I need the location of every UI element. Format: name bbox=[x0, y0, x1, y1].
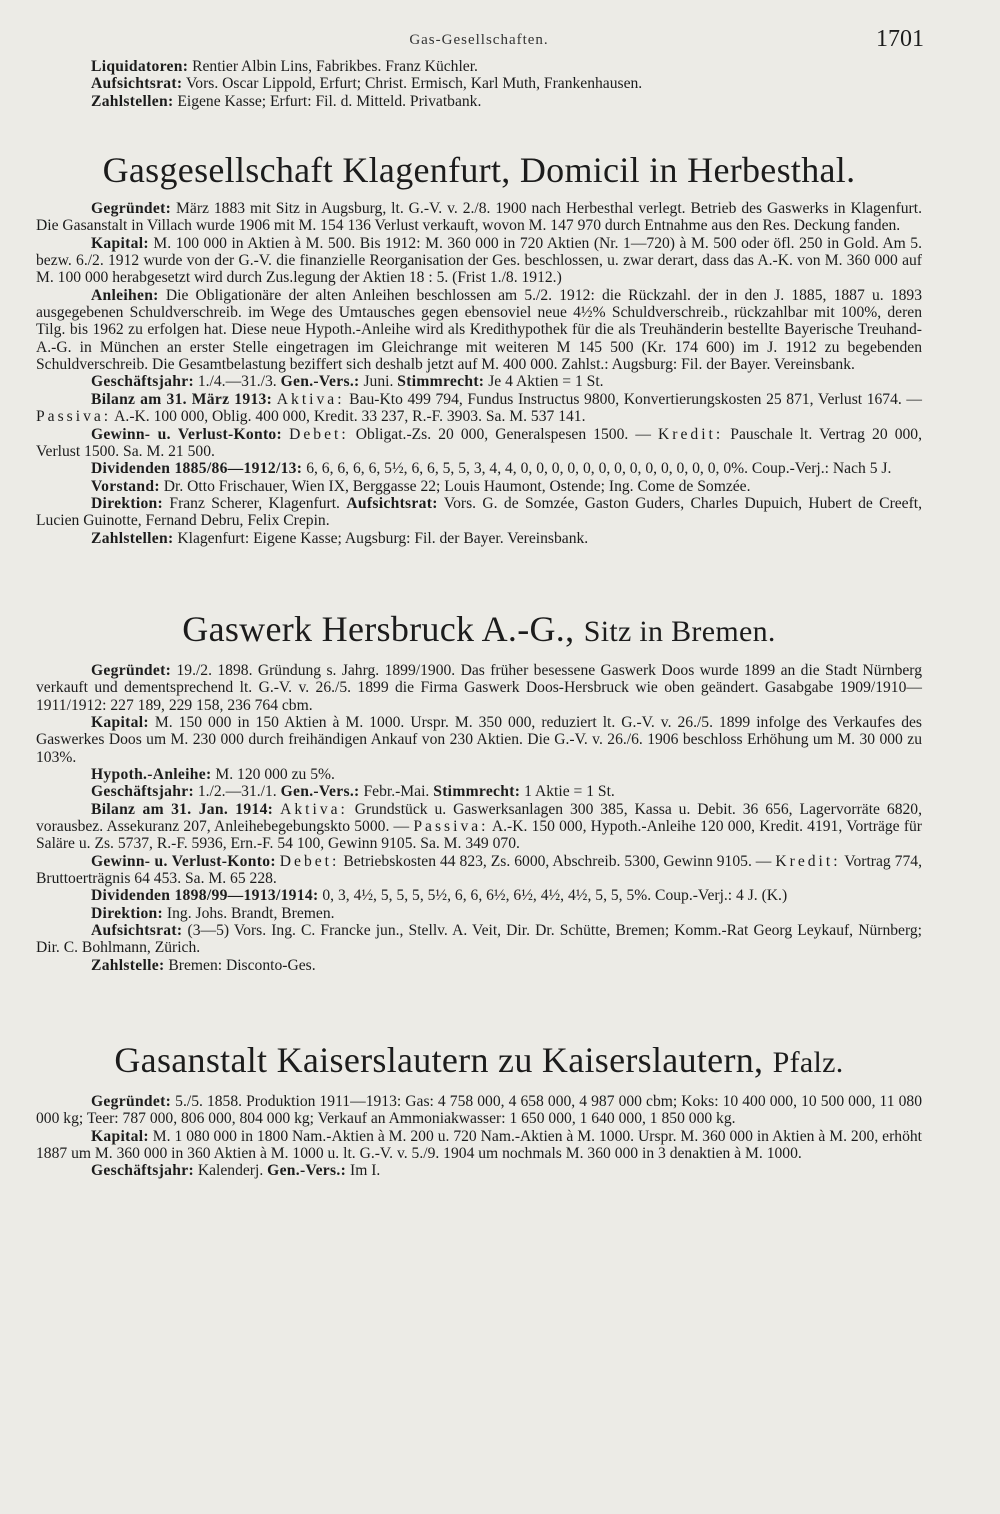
label-gegruendet: Gegründet: bbox=[91, 1093, 172, 1111]
label-bilanz: Bilanz am 31. März 1913: bbox=[91, 390, 273, 408]
label-kapital: Kapital: bbox=[91, 713, 149, 731]
text-geschaeftsjahr: 1./2.—31./1. bbox=[197, 783, 277, 801]
label-geschaeftsjahr: Geschäftsjahr: bbox=[91, 1162, 194, 1180]
page-number: 1701 bbox=[876, 26, 924, 52]
company-title-main: Gaswerk Hersbruck A.-G., bbox=[182, 608, 575, 649]
label-passiva: Passiva: bbox=[36, 408, 112, 426]
company-title bbox=[36, 609, 922, 652]
text-zahlstellen: Eigene Kasse; Erfurt: Fil. d. Mitteld. Privatbank. bbox=[177, 92, 482, 110]
text-gen-vers: Juni. bbox=[363, 373, 394, 391]
text-kredit: Vortrag 774, Bruttoerträgnis 64 453. Sa. M. 65 228. bbox=[36, 852, 922, 888]
label-geschaeftsjahr: Geschäftsjahr: bbox=[91, 783, 194, 801]
text-aufsichtsrat: (3—5) Vors. Ing. C. Francke jun., Stellv. A. Veit, Dir. Dr. Schütte, Bremen; Komm.-Rat Georg Leykauf, Nürnberg; Dir. C. Bohlmann, Zürich. bbox=[36, 922, 922, 957]
text-aufsichtsrat: Vors. G. de Somzée, Gaston Guders, Charles Dupuich, Hubert de Creeft, Lucien Guinotte, Fernand Debru, Felix Crepin. bbox=[36, 494, 923, 530]
text-kapital: M. 150 000 in 150 Aktien à M. 1000. Urspr. M. 350 000, reduziert lt. G.-V. v. 26./5. 1899 infolge des Verkaufes des Gaswerkes Doos um M. 230 000 durch freihändigen Ankauf von 230 Aktien. Die G.-V. v. 26./6. 1906 beschloss Erhöhung um M. 30 000 zu 103%. bbox=[36, 713, 923, 766]
label-aktiva: Aktiva: bbox=[280, 800, 348, 818]
text-stimmrecht: 1 Aktie = 1 St. bbox=[524, 783, 615, 801]
label-kapital: Kapital: bbox=[91, 234, 149, 252]
text-anleihen: Die Obligationäre der alten Anleihen beschlossen am 5./2. 1912: die Rückzahl. der in den J. 1885, 1887 u. 1893 ausgegebenen Schuldverschreib. im Wege des Umtausches gegen ebensoviel neue 4½% Schuldverschreib., rückzahlbar mit 100%, deren Tilg. bis 1962 zu erfolgen hat. Diese neue Hypoth.-Anleihe wird als Kredithypothek für die als Treuhänderin bestellte Bayerische Treuhand-A.-G. in München an erster Stelle eingetragen im Gleichrange mit weiteren M 145 500 (Kr. 174 600) im J. 1912 zu begebenden Schuldverschreib. Die Gesamtbelastung beziffert sich deshalb jetzt auf M. 400 000. Zahlst.: Augsburg: Fil. der Bayer. Vereinsbank. bbox=[36, 286, 922, 374]
label-aufsichtsrat: Aufsichtsrat: bbox=[91, 75, 183, 93]
label-bilanz: Bilanz am 31. Jan. 1914: bbox=[91, 800, 274, 818]
company-kaiserslautern bbox=[36, 1040, 922, 1180]
running-title: Gas-Gesellschaften. bbox=[409, 32, 549, 48]
text-gen-vers: Febr.-Mai. bbox=[363, 783, 430, 801]
text-liquidatoren: Rentier Albin Lins, Fabrikbes. Franz Küchler. bbox=[192, 58, 478, 75]
label-kapital: Kapital: bbox=[91, 1127, 149, 1145]
label-gen-vers: Gen.-Vers.: bbox=[280, 373, 360, 391]
text-dividenden: 6, 6, 6, 6, 6, 5½, 6, 6, 5, 5, 3, 4, 4, 0, 0, 0, 0, 0, 0, 0, 0, 0, 0, 0, 0, 0, 0%. Coup.-Verj.: Nach 5 J. bbox=[306, 460, 892, 478]
company-hersbruck bbox=[36, 609, 922, 974]
label-kredit: Kredit: bbox=[775, 852, 841, 870]
text-kapital: M. 100 000 in Aktien à M. 500. Bis 1912: M. 360 000 in 720 Aktien (Nr. 1—720) à M. 500 oder öfl. 250 in Gold. Am 5. bezw. 6./2. 1912 wurde von der G.-V. die finanzielle Reorganisation der Ges. beschlossen, u. zwar derart, dass das A.-K. von M. 360 000 auf M. 100 000 herabgesetzt wird durch Zus.legung der Aktien 18 : 5. (Frist 1./8. 1912.) bbox=[36, 234, 922, 287]
text-dividenden: 0, 3, 4½, 5, 5, 5, 5½, 6, 6, 6½, 6½, 4½, 4½, 5, 5, 5%. Coup.-Verj.: 4 J. (K.) bbox=[322, 887, 788, 905]
text-aufsichtsrat: Vors. Oscar Lippold, Erfurt; Christ. Ermisch, Karl Muth, Frankenhausen. bbox=[186, 75, 643, 93]
label-gewinn-verlust: Gewinn- u. Verlust-Konto: bbox=[91, 852, 276, 870]
label-geschaeftsjahr: Geschäftsjahr: bbox=[91, 373, 194, 391]
text-zahlstelle: Bremen: Disconto-Ges. bbox=[168, 956, 316, 974]
page-header bbox=[36, 24, 922, 58]
text-direktion: Ing. Johs. Brandt, Bremen. bbox=[166, 904, 335, 922]
company-title bbox=[36, 1040, 922, 1083]
label-stimmrecht: Stimmrecht: bbox=[433, 783, 521, 801]
label-zahlstelle: Zahlstelle: bbox=[91, 956, 165, 974]
label-hypoth-anleihe: Hypoth.-Anleihe: bbox=[91, 765, 212, 783]
label-passiva: Passiva: bbox=[413, 818, 489, 835]
text-aktiva: Grundstück u. Gaswerksanlagen 300 385, Kassa u. Debit. 36 656, Lagervorräte 6820, vorausbez. Assekuranz 207, Anleihebegebungskto 5000. — bbox=[36, 800, 922, 835]
label-kredit: Kredit: bbox=[658, 425, 724, 443]
label-zahlstellen: Zahlstellen: bbox=[91, 529, 174, 547]
company-title-sub: Sitz in Bremen. bbox=[583, 614, 776, 648]
label-gegruendet: Gegründet: bbox=[91, 661, 172, 679]
label-stimmrecht: Stimmrecht: bbox=[397, 373, 485, 391]
text-direktion: Franz Scherer, Klagenfurt. bbox=[169, 494, 340, 512]
label-anleihen: Anleihen: bbox=[91, 286, 159, 304]
label-aktiva: Aktiva: bbox=[276, 390, 345, 408]
text-hypoth-anleihe: M. 120 000 zu 5%. bbox=[215, 765, 335, 783]
text-gegruendet: 19./2. 1898. Gründung s. Jahrg. 1899/1900. Das früher besessene Gaswerk Doos wurde 1899 an die Stadt Nürnberg verkauft und dementsprechend lt. G.-V. v. 26./5. 1899 die Firma Gaswerk Doos-Hersbruck wie oben geändert. Gasabgabe 1909/1910—1911/1912: 227 189, 229 158, 236 764 cbm. bbox=[36, 661, 923, 714]
company-title: Gasgesellschaft Klagenfurt, Domicil in Herbesthal. bbox=[102, 150, 856, 191]
text-gen-vers: Im I. bbox=[350, 1162, 381, 1180]
label-vorstand: Vorstand: bbox=[91, 477, 160, 495]
label-aufsichtsrat: Aufsichtsrat: bbox=[346, 494, 438, 512]
text-vorstand: Dr. Otto Frischauer, Wien IX, Berggasse 22; Louis Haumont, Ostende; Ing. Come de Somzée. bbox=[163, 477, 751, 495]
label-dividenden: Dividenden 1898/99—1913/1914: bbox=[91, 887, 319, 905]
text-gegruendet: 5./5. 1858. Produktion 1911—1913: Gas: 4 758 000, 4 658 000, 4 987 000 cbm; Koks: 10 400 000, 10 500 000, 11 080 000 kg; Teer: 787 000, 806 000, 804 000 kg; Verkauf an Ammoniakwasser: 1 650 000, 1 640 000, 1 850 000 kg. bbox=[36, 1093, 922, 1128]
text-geschaeftsjahr: Kalenderj. bbox=[197, 1162, 264, 1180]
label-debet: Debet: bbox=[279, 852, 340, 870]
company-title-sub: Pfalz. bbox=[772, 1046, 844, 1080]
company-title-main: Gasanstalt Kaiserslautern zu Kaiserslautern, bbox=[114, 1040, 764, 1081]
text-zahlstellen: Klagenfurt: Eigene Kasse; Augsburg: Fil. der Bayer. Vereinsbank. bbox=[177, 529, 589, 547]
text-kapital: M. 1 080 000 in 1800 Nam.-Aktien à M. 200 u. 720 Nam.-Aktien à M. 1000. Urspr. M. 360 000 in Aktien à M. 200, erhöht 1887 um M. 360 000 in 360 Aktien à M. 1000 u. lt. G.-V. v. 5./9. 1904 um nochmals M. 360 000 in 3 denaktien à M. 1000. bbox=[36, 1127, 922, 1163]
preface-section bbox=[36, 58, 922, 110]
text-aktiva: Bau-Kto 499 794, Fundus Instructus 9800, Konvertierungskosten 25 871, Verlust 1674. — bbox=[349, 390, 923, 408]
text-debet: Betriebskosten 44 823, Zs. 6000, Abschreib. 5300, Gewinn 9105. — bbox=[343, 852, 772, 870]
label-dividenden: Dividenden 1885/86—1912/13: bbox=[91, 460, 303, 478]
label-debet: Debet: bbox=[289, 425, 349, 443]
label-direktion: Direktion: bbox=[91, 904, 164, 922]
label-gegruendet: Gegründet: bbox=[91, 200, 172, 218]
text-debet: Obligat.-Zs. 20 000, Generalspesen 1500. — bbox=[355, 425, 651, 443]
label-gewinn-verlust: Gewinn- u. Verlust-Konto: bbox=[91, 425, 283, 443]
text-passiva: A.-K. 150 000, Hypoth.-Anleihe 120 000, Kredit. 4191, Vorträge für Saläre u. Zs. 5737, R.-F. 5936, Ern.-F. 54 100, Gewinn 9105. Sa. M. 349 070. bbox=[36, 818, 923, 853]
label-gen-vers: Gen.-Vers.: bbox=[267, 1162, 347, 1180]
text-geschaeftsjahr: 1./4.—31./3. bbox=[197, 373, 277, 391]
label-zahlstellen: Zahlstellen: bbox=[91, 92, 174, 110]
text-kredit: Pauschale lt. Vertrag 20 000, Verlust 1500. Sa. M. 21 500. bbox=[36, 425, 922, 460]
label-gen-vers: Gen.-Vers.: bbox=[280, 783, 360, 801]
text-passiva: A.-K. 100 000, Oblig. 400 000, Kredit. 33 237, R.-F. 3903. Sa. M. 537 141. bbox=[114, 408, 586, 426]
label-liquidatoren: Liquidatoren: bbox=[91, 58, 189, 75]
text-gegruendet: März 1883 mit Sitz in Augsburg, lt. G.-V. v. 2./8. 1900 nach Herbesthal verlegt. Betrieb des Gaswerks in Klagenfurt. Die Gasanstalt in Villach wurde 1906 mit M. 154 136 Verlust verkauft, wovon M. 147 970 durch Entnahme aus den Res. Deckung fanden. bbox=[36, 200, 922, 235]
text-stimmrecht: Je 4 Aktien = 1 St. bbox=[488, 373, 604, 391]
company-klagenfurt bbox=[36, 150, 922, 547]
label-aufsichtsrat: Aufsichtsrat: bbox=[91, 922, 183, 940]
label-direktion: Direktion: bbox=[91, 494, 164, 512]
